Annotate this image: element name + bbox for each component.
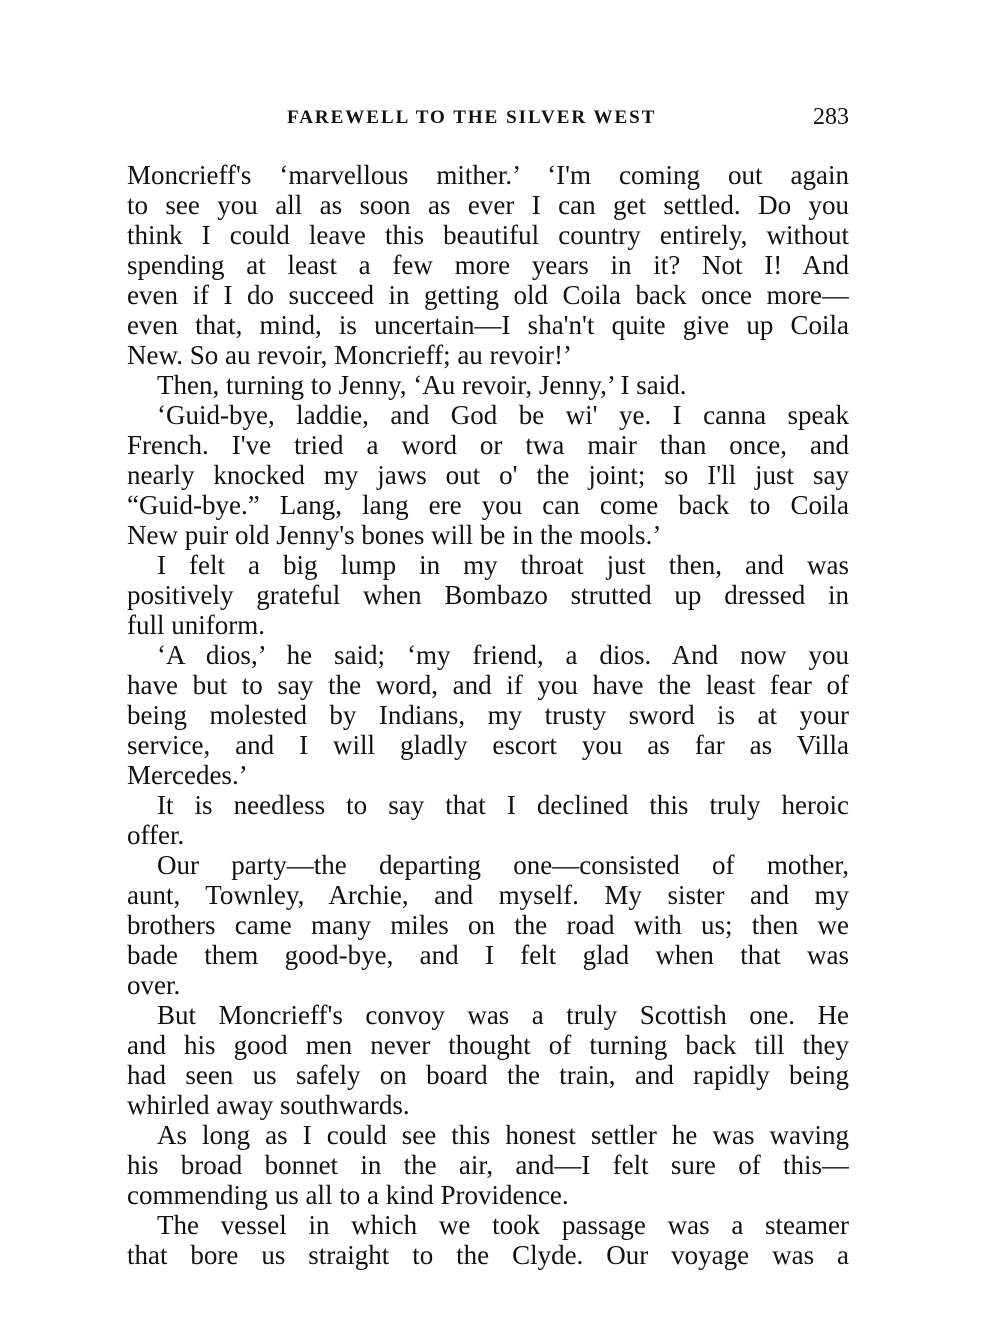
text-line: nearly knocked my jaws out o' the joint; so I'll just say bbox=[127, 460, 849, 490]
text-line: Our party—the departing one—consisted of mother, bbox=[157, 850, 849, 880]
text-line: think I could leave this beautiful country entirely, without bbox=[127, 220, 849, 250]
text-line: I felt a big lump in my throat just then, and was bbox=[157, 550, 849, 580]
text-line: commending us all to a kind Providence. bbox=[127, 1180, 569, 1210]
text-line: offer. bbox=[127, 820, 185, 850]
text-line: bade them good-bye, and I felt glad when that was bbox=[127, 940, 849, 970]
text-line: over. bbox=[127, 970, 181, 1000]
text-line: aunt, Townley, Archie, and myself. My sister and my bbox=[127, 880, 849, 910]
text-line: even if I do succeed in getting old Coila back once more— bbox=[127, 280, 849, 310]
text-line: that bore us straight to the Clyde. Our voyage was a bbox=[127, 1240, 849, 1270]
text-line: It is needless to say that I declined this truly heroic bbox=[157, 790, 849, 820]
text-line: have but to say the word, and if you have the least fear of bbox=[127, 670, 849, 700]
text-line: As long as I could see this honest settler he was waving bbox=[157, 1120, 849, 1150]
text-line: brothers came many miles on the road with us; then we bbox=[127, 910, 849, 940]
text-line: Then, turning to Jenny, ‘Au revoir, Jenny,’ I said. bbox=[157, 370, 687, 400]
text-line: Mercedes.’ bbox=[127, 760, 248, 790]
running-title: FAREWELL TO THE SILVER WEST bbox=[287, 107, 657, 128]
text-line: even that, mind, is uncertain—I sha'n't quite give up Coila bbox=[127, 310, 849, 340]
text-line: and his good men never thought of turning back till they bbox=[127, 1030, 849, 1060]
text-line: New. So au revoir, Moncrieff; au revoir!’ bbox=[127, 340, 573, 370]
text-line: French. I've tried a word or twa mair than once, and bbox=[127, 430, 849, 460]
text-line: service, and I will gladly escort you as far as Villa bbox=[127, 730, 849, 760]
text-line: Moncrieff's ‘marvellous mither.’ ‘I'm coming out again bbox=[127, 160, 849, 190]
text-line: had seen us safely on board the train, and rapidly being bbox=[127, 1060, 849, 1090]
body-text bbox=[127, 160, 849, 1270]
text-line: “Guid-bye.” Lang, lang ere you can come back to Coila bbox=[127, 490, 849, 520]
text-line: whirled away southwards. bbox=[127, 1090, 410, 1120]
text-line: being molested by Indians, my trusty sword is at your bbox=[127, 700, 849, 730]
text-line: The vessel in which we took passage was a steamer bbox=[157, 1210, 849, 1240]
text-line: But Moncrieff's convoy was a truly Scottish one. He bbox=[157, 1000, 849, 1030]
text-line: full uniform. bbox=[127, 610, 265, 640]
text-line: New puir old Jenny's bones will be in the mools.’ bbox=[127, 520, 662, 550]
page-header bbox=[127, 104, 849, 134]
text-line: ‘A dios,’ he said; ‘my friend, a dios. And now you bbox=[157, 640, 849, 670]
text-line: his broad bonnet in the air, and—I felt sure of this— bbox=[127, 1150, 849, 1180]
text-line: ‘Guid-bye, laddie, and God be wi' ye. I canna speak bbox=[157, 400, 849, 430]
text-line: to see you all as soon as ever I can get settled. Do you bbox=[127, 190, 849, 220]
page-number: 283 bbox=[813, 104, 849, 130]
text-line: spending at least a few more years in it? Not I! And bbox=[127, 250, 849, 280]
text-line: positively grateful when Bombazo strutted up dressed in bbox=[127, 580, 849, 610]
